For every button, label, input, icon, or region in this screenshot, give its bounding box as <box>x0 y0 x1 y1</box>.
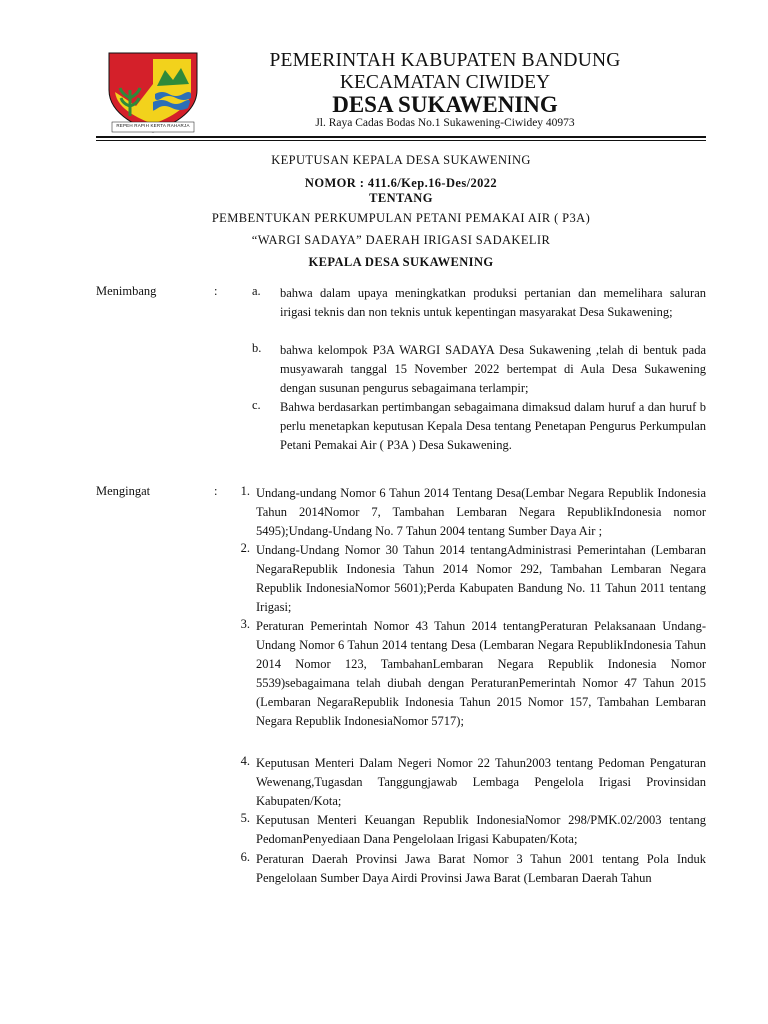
mengingat-colon: : <box>214 484 218 498</box>
menimbang-marker-a: a. <box>252 284 261 298</box>
village-name: DESA SUKAWENING <box>332 92 558 117</box>
menimbang-item-a: bahwa dalam upaya meningkatkan produksi pertanian dan memelihara saluran irigasi teknis dan non teknis untuk kepentingan masyarakat Desa Sukawening; <box>280 286 706 319</box>
menimbang-marker-c: c. <box>252 398 261 412</box>
mengingat-marker-6: 6. <box>240 850 250 864</box>
menimbang-item-c: Bahwa berdasarkan pertimbangan sebagaimana dimaksud dalam huruf a dan huruf b perlu menetapkan keputusan Kepala Desa tentang Penetapan Pengurus Perkumpulan Petani Pemakai Air ( P3A ) Desa Sukawening. <box>280 400 706 452</box>
mengingat-marker-2: 2. <box>240 541 250 555</box>
mengingat-marker-3: 3. <box>240 617 250 631</box>
mengingat-item-6: Peraturan Daerah Provinsi Jawa Barat Nomor 3 Tahun 2001 tentang Pola Induk Pengelolaan Sumber Daya Airdi Provinsi Jawa Barat (Lembaran Daerah Tahun <box>256 852 706 885</box>
mengingat-marker-5: 5. <box>240 811 250 825</box>
decree-about: TENTANG <box>369 191 433 205</box>
menimbang-colon: : <box>214 284 218 298</box>
decree-number: NOMOR : 411.6/Kep.16-Des/2022 <box>304 176 498 190</box>
decree-title: KEPUTUSAN KEPALA DESA SUKAWENING <box>271 153 531 167</box>
district-name: KECAMATAN CIWIDEY <box>339 72 551 93</box>
village-address: Jl. Raya Cadas Bodas No.1 Sukawening-Ciwidey 40973 <box>315 117 575 129</box>
mengingat-item-4: Keputusan Menteri Dalam Negeri Nomor 22 Tahun2003 tentang Pedoman Pengaturan Wewenang,Tugasdan Tanggungjawab Lembaga Pengelola Irigasi Provinsidan Kabupaten/Kota; <box>256 756 706 808</box>
mengingat-item-5: Keputusan Menteri Keuangan Republik IndonesiaNomor 298/PMK.02/2003 tentang PedomanPenyediaan Dana Pengelolaan Irigasi Kabupaten/Kota; <box>256 813 706 846</box>
mengingat-label: Mengingat <box>96 484 151 498</box>
menimbang-item-b: bahwa kelompok P3A WARGI SADAYA Desa Sukawening ,telah di bentuk pada musyawarah tanggal 15 November 2022 bertempat di Aula Desa Sukawening dengan susunan pengurus sebagaimana terlampir; <box>280 343 706 395</box>
mengingat-marker-1: 1. <box>240 484 250 498</box>
mengingat-item-3: Peraturan Pemerintah Nomor 43 Tahun 2014 tentangPeraturan Pelaksanaan Undang-Undang Nomor 6 Tahun 2014 tentang Desa (Lembaran Negara RepublikIndonesia Tahun 2014 Nomor 123, TambahanLembaran Negara Republik Indonesia Nomor 5539)sebagaimana telah diubah dengan PeraturanPemerintah Nomor 47 Tahun 2015 (Lembaran NegaraRepublik Indonesia Tahun 2015 Nomor 157, Tambahan Lembaran Negara Republik IndonesiaNomor 5717); <box>256 619 706 728</box>
decree-subject-line2: “WARGI SADAYA” DAERAH IRIGASI SADAKELIR <box>251 233 551 247</box>
mengingat-item-2: Undang-Undang Nomor 30 Tahun 2014 tentangAdministrasi Pemerintahan (Lembaran NegaraRepublik Indonesia Tahun 2014 Nomor 292, Tambahan Lembaran Negara Republik IndonesiaNomor 5601);Perda Kabupaten Bandung No. 11 Tahun 2011 tentang Irigasi; <box>256 543 706 614</box>
mengingat-marker-4: 4. <box>240 754 250 768</box>
decree-subject-line1: PEMBENTUKAN PERKUMPULAN PETANI PEMAKAI AIR ( P3A) <box>211 211 591 225</box>
menimbang-marker-b: b. <box>252 341 262 355</box>
menimbang-label: Menimbang <box>96 284 157 298</box>
government-name: PEMERINTAH KABUPATEN BANDUNG <box>269 50 621 71</box>
mengingat-item-1: Undang-undang Nomor 6 Tahun 2014 Tentang Desa(Lembar Negara Republik Indonesia Tahun 2014Nomor 7, Tambahan Lembaran Negara RepublikIndonesia nomor 5495);Undang-Undang No. 7 Tahun 2004 tentang Sumber Daya Air ; <box>256 486 706 538</box>
logo-motto: REPEH RAPIH KERTA RAHARJA <box>116 123 190 128</box>
header-divider-thick <box>96 136 706 138</box>
header-divider-thin <box>96 140 706 141</box>
decree-issuer: KEPALA DESA SUKAWENING <box>308 255 494 269</box>
regency-coat-of-arms-logo <box>106 50 200 134</box>
